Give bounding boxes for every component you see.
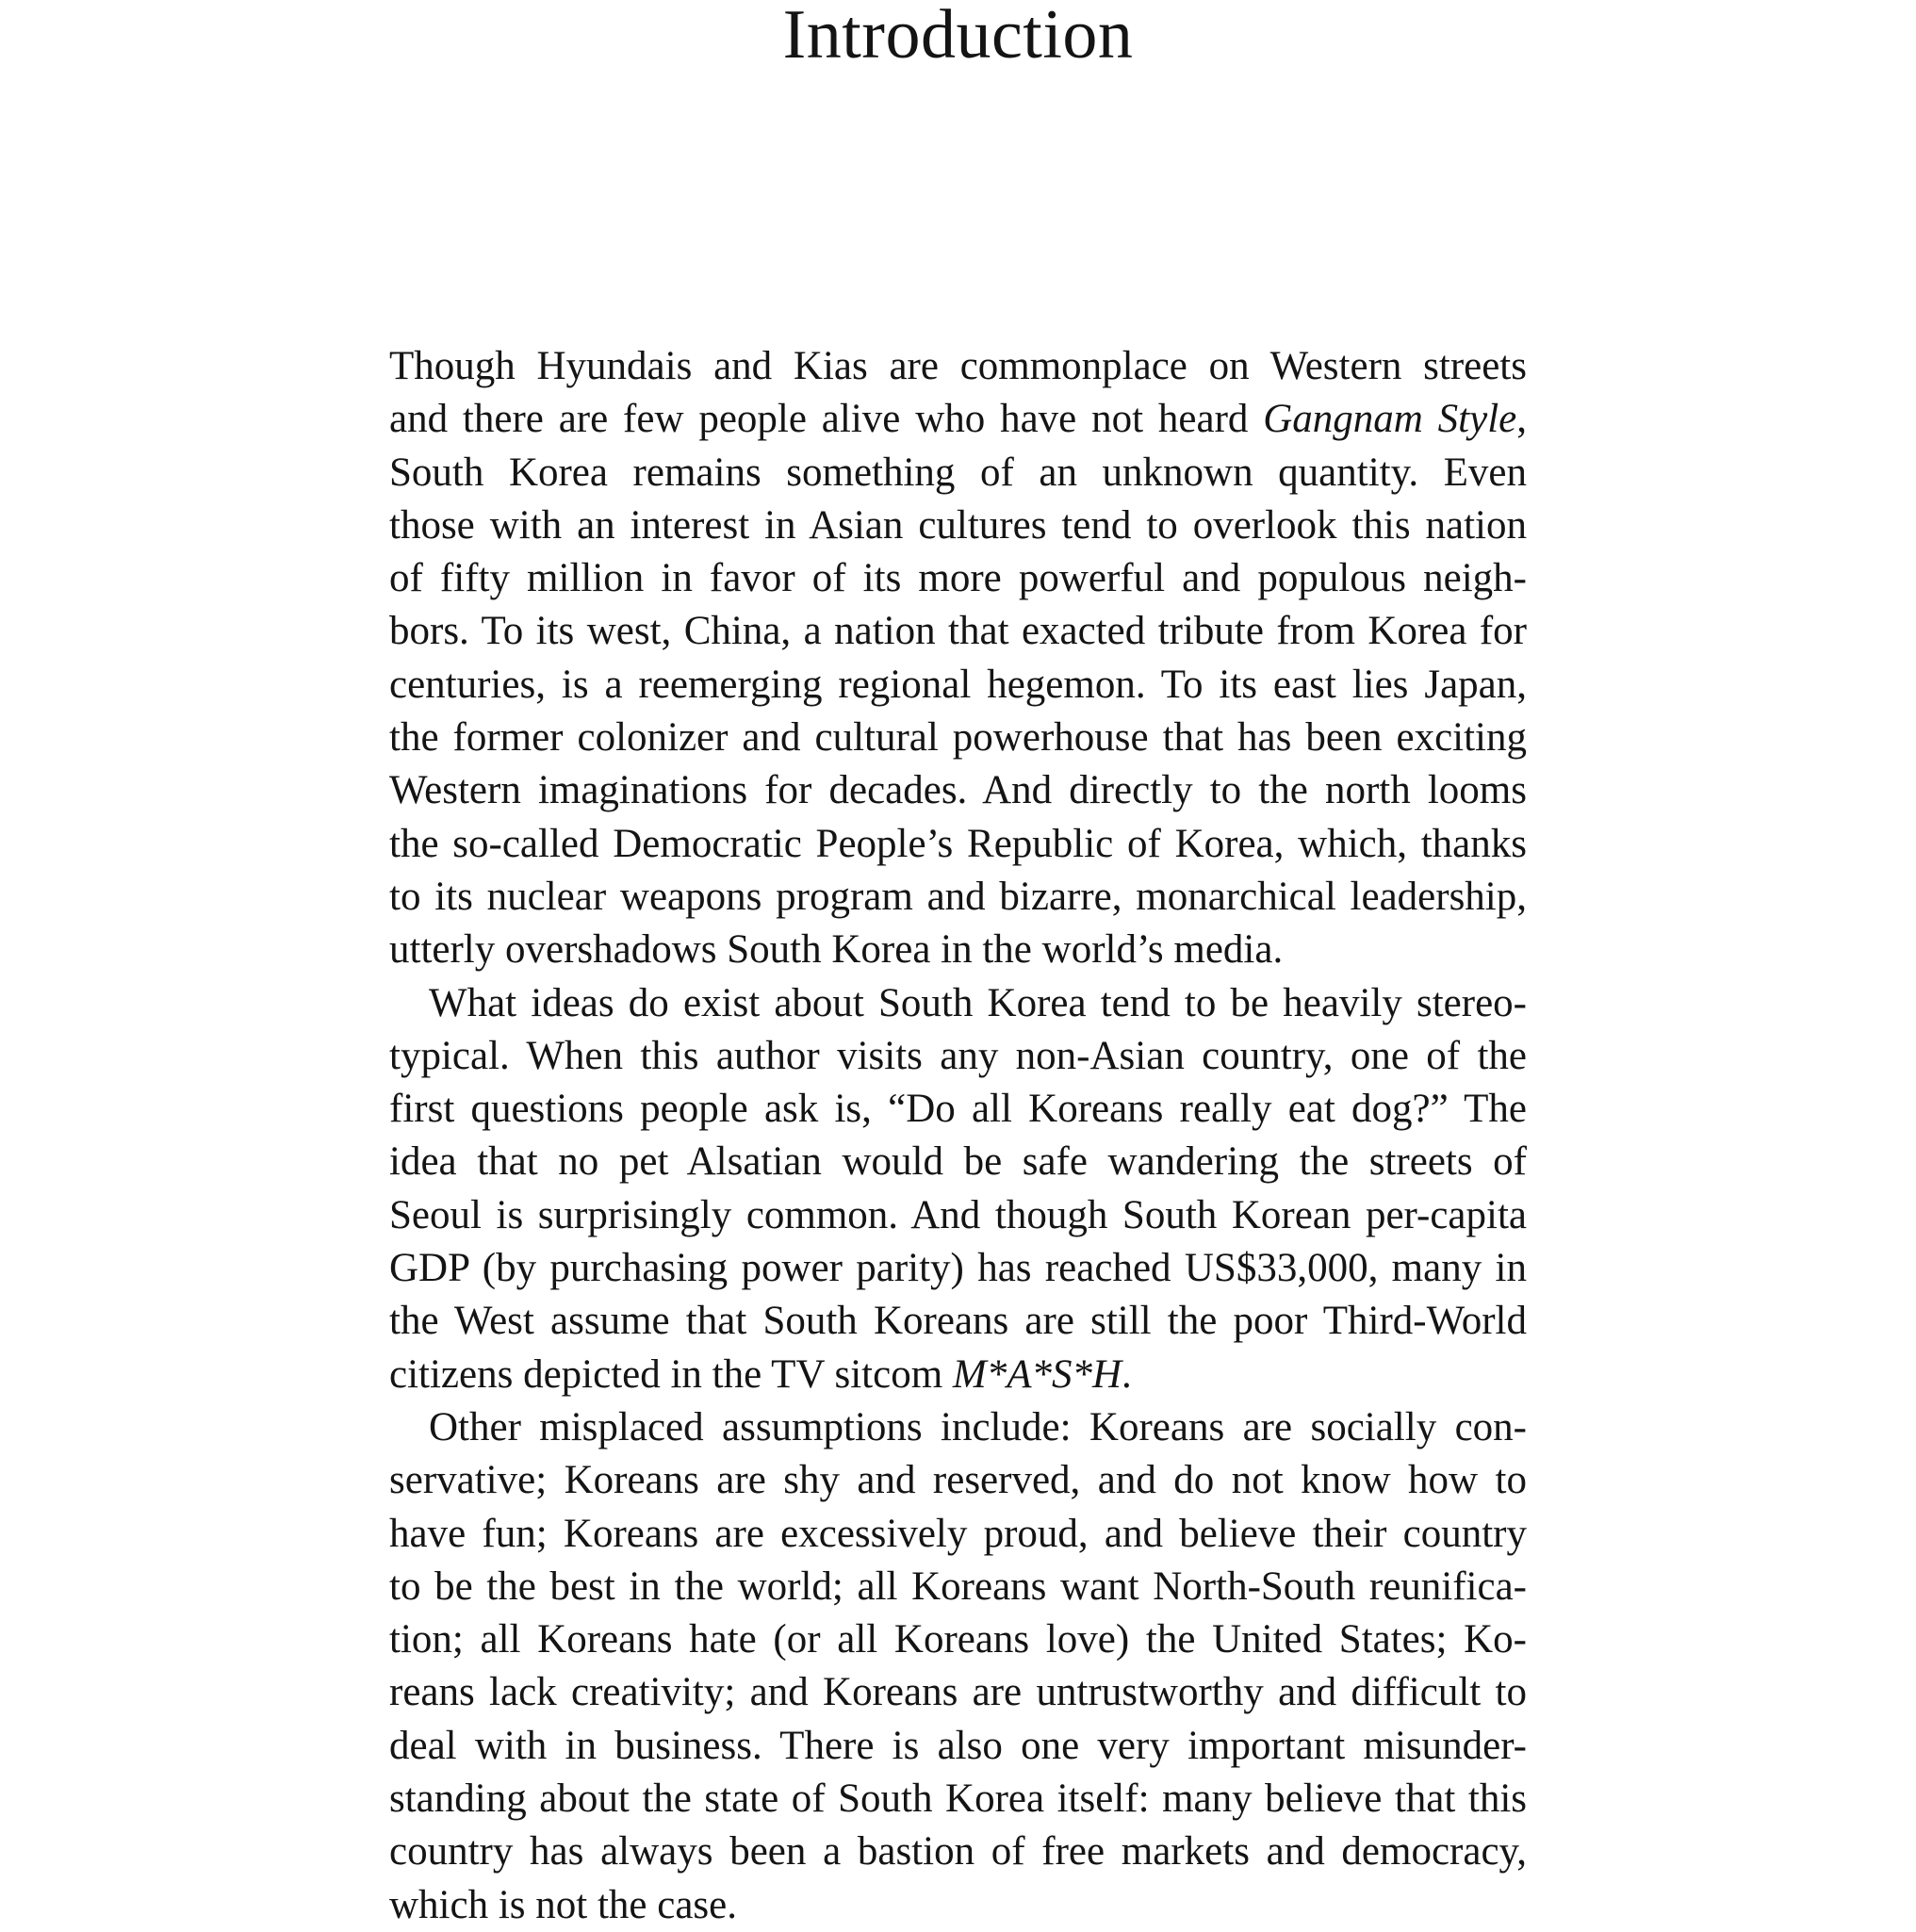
paragraph-1 [389, 340, 1527, 977]
text-line: reans lack creativity; and Koreans are untrustworthy and difficult to [389, 1670, 1527, 1715]
text-line: deal with in business. There is also one very important misunder- [389, 1723, 1527, 1768]
paragraph-2 [389, 977, 1527, 1401]
text-line: Western imaginations for decades. And directly to the north looms [389, 768, 1527, 813]
text-line: the former colonizer and cultural powerhouse that has been exciting [389, 715, 1527, 761]
text-line: South Korea remains something of an unknown quantity. Even [389, 450, 1527, 495]
text-line: Though Hyundais and Kias are commonplace on Western streets [389, 344, 1527, 388]
text-line: of fifty million in favor of its more powerful and populous neigh- [389, 556, 1527, 601]
text-line: Other misplaced assumptions include: Koreans are socially con- [429, 1404, 1527, 1449]
text-line: centuries, is a reemerging regional hegemon. To its east lies Japan, [389, 662, 1527, 707]
text-line: to be the best in the world; all Koreans want North-South reunifica- [389, 1564, 1527, 1609]
text-line: What ideas do exist about South Korea tend to be heavily stereo- [429, 980, 1527, 1025]
text-line: Seoul is surprisingly common. And though South Korean per-capita [389, 1192, 1527, 1237]
text-line: those with an interest in Asian cultures tend to overlook this nation [389, 502, 1527, 548]
italic-title: Gangnam Style [1263, 397, 1517, 442]
text-line: typical. When this author visits any non-Asian country, one of the [389, 1033, 1527, 1078]
text-line: have fun; Koreans are excessively proud, and believe their country [389, 1511, 1527, 1556]
text-line: bors. To its west, China, a nation that exacted tribute from Korea for [389, 609, 1527, 654]
text-line: servative; Koreans are shy and reserved, and do not know how to [389, 1458, 1527, 1503]
paragraph-3 [389, 1401, 1527, 1932]
text-line: which is not the case. [389, 1882, 737, 1927]
text-line: the so-called Democratic People’s Republic of Korea, which, thanks [389, 821, 1527, 866]
text-line: first questions people ask is, “Do all Koreans really eat dog?” The [389, 1087, 1527, 1132]
text-line: GDP (by purchasing power parity) has reached US$33,000, many in [389, 1246, 1527, 1291]
italic-title: M*A*S*H [952, 1351, 1122, 1397]
text-line: citizens depicted in the TV sitcom M*A*S*H. [389, 1351, 1132, 1397]
text-line: tion; all Koreans hate (or all Koreans love) the United States; Ko- [389, 1617, 1527, 1662]
text-line: utterly overshadows South Korea in the world’s media. [389, 927, 1284, 973]
chapter-title: Introduction [782, 0, 1134, 74]
text-line: country has always been a bastion of free markets and democracy, [389, 1829, 1527, 1875]
body-text [389, 340, 1527, 1932]
text-line: idea that no pet Alsatian would be safe wandering the streets of [389, 1139, 1527, 1185]
text-line: to its nuclear weapons program and bizarre, monarchical leadership, [389, 874, 1527, 919]
text-line: the West assume that South Koreans are still the poor Third-World [389, 1299, 1527, 1344]
text-line: and there are few people alive who have not heard Gangnam Style, [389, 397, 1527, 442]
text-line: standing about the state of South Korea itself: many believe that this [389, 1776, 1527, 1822]
